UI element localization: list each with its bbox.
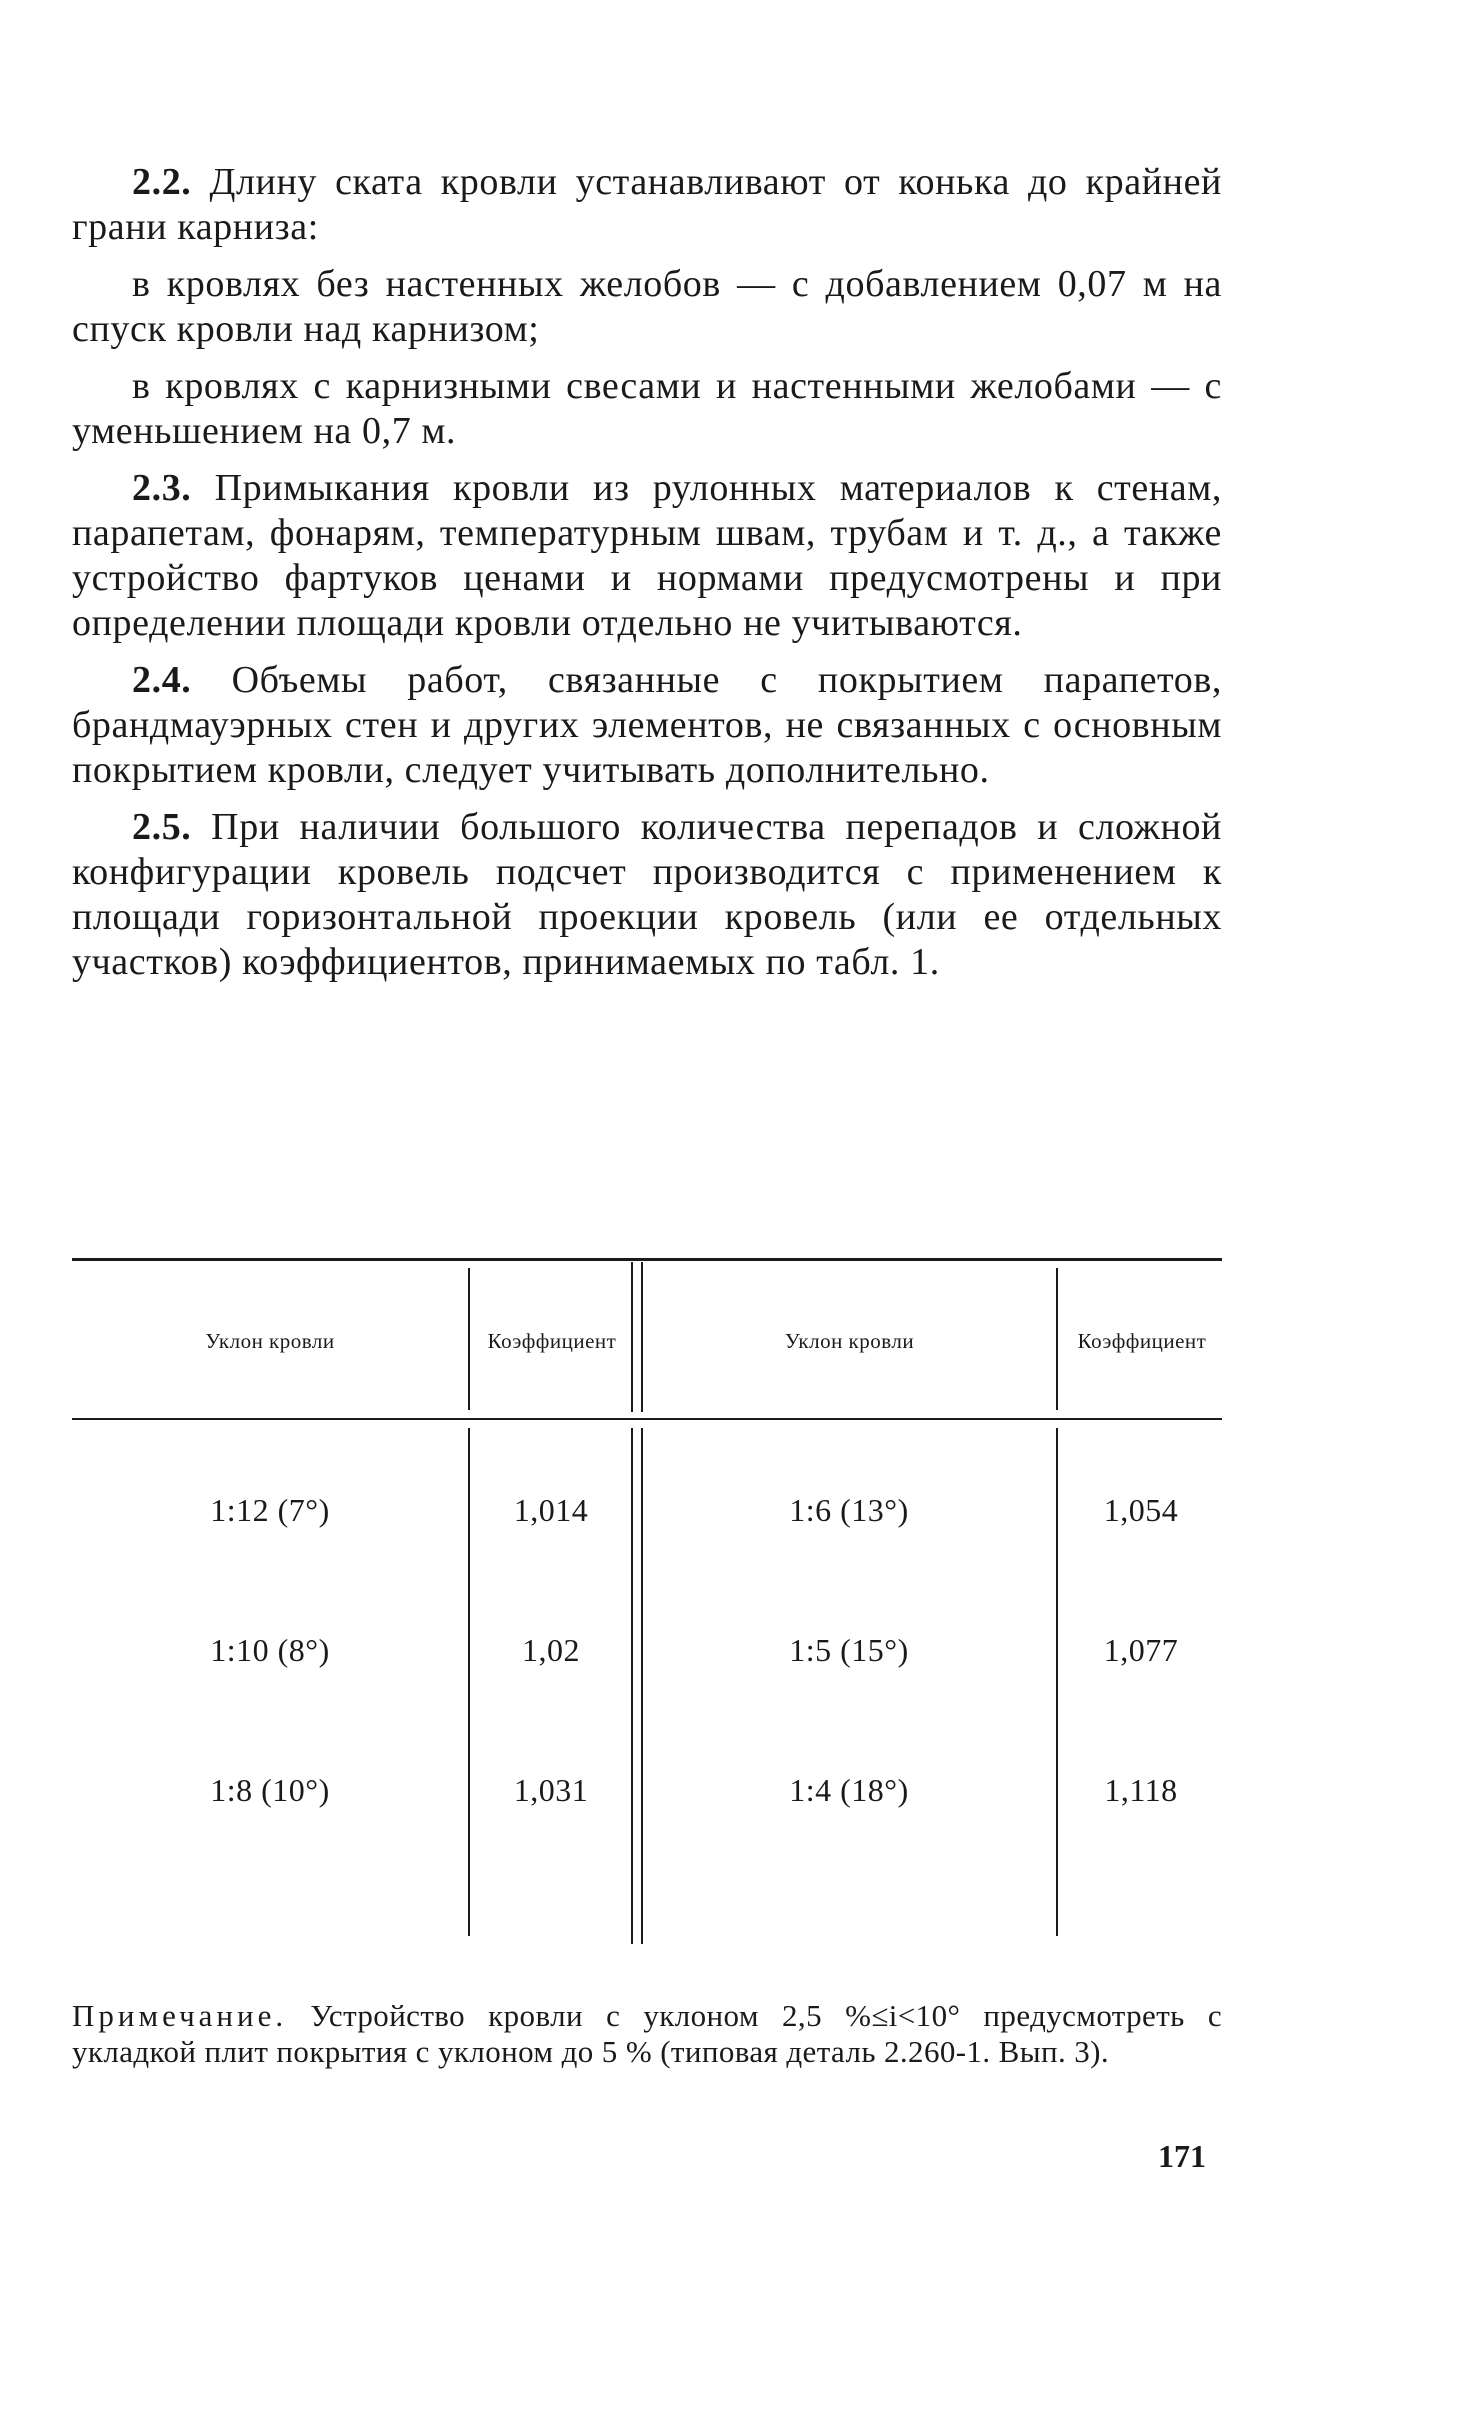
table-cell: 1,077 [1103,1631,1179,1668]
column-double-divider [631,1428,643,1944]
header-slope-1: Уклон кровли [205,1329,335,1353]
header-slope-2: Уклон кровли [784,1329,915,1353]
header-double-divider [631,1262,643,1412]
table-cell: 1:4 (18°) [789,1771,909,1808]
column-divider [1056,1428,1058,1936]
paragraph-text: в кровлях без настенных желобов — с добавлением 0,07 м на спуск кровли над карнизом; [72,263,1222,350]
table-cell: 1,014 [513,1491,589,1528]
paragraph-text: Примыкания кровли из рулонных материалов к стенам, парапетам, фонарям, температурным швам, трубам и т. д., а также устройство фартуков ценами и нормами предусмотрены и при определении площади кровли отдельно не учитываются. [72,467,1222,644]
table-cell: 1,031 [513,1771,589,1808]
table-cell: 1:6 (13°) [789,1491,909,1528]
paragraph-2-5 [72,805,1222,985]
clause-number: 2.5. [132,806,192,848]
paragraph-2-4 [72,658,1222,793]
clause-number: 2.2. [132,161,192,203]
column-divider [468,1428,470,1936]
header-coefficient-2: Коэффициент [1077,1329,1207,1353]
paragraph-no-gutters [72,262,1222,352]
table-header-rule [72,1418,1222,1420]
clause-number: 2.3. [132,467,192,509]
table-cell: 1:12 (7°) [210,1491,330,1528]
paragraph-with-eaves [72,364,1222,454]
note-label: Примечание. [72,1998,288,2033]
header-divider [468,1268,470,1410]
table-cell: 1,054 [1103,1491,1179,1528]
paragraph-text: Длину ската кровли устанавливают от конька до крайней грани карниза: [72,161,1222,248]
paragraph-2-2 [72,160,1222,250]
table-cell: 1:10 (8°) [210,1631,330,1668]
table-cell: 1,02 [522,1631,580,1668]
table-cell: 1:5 (15°) [789,1631,909,1668]
page-number: 171 [1158,2138,1206,2174]
header-coefficient-1: Коэффициент [487,1329,617,1353]
table-cell: 1:8 (10°) [210,1771,330,1808]
paragraph-text: в кровлях с карнизными свесами и настенными желобами — с уменьшением на 0,7 м. [72,365,1222,452]
table-top-rule [72,1258,1222,1261]
paragraph-text: При наличии большого количества перепадов и сложной конфигурации кровель подсчет производится с применением к площади горизонтальной проекции кровель (или ее отдельных участков) коэффициентов, принимаемых по табл. 1. [72,806,1222,983]
clause-number: 2.4. [132,659,192,701]
slope-coefficient-table [72,1258,1222,1958]
paragraph-text: Объемы работ, связанные с покрытием парапетов, брандмауэрных стен и других элементов, не связанных с основным покрытием кровли, следует учитывать дополнительно. [72,659,1222,791]
paragraph-2-3 [72,466,1222,646]
table-cell: 1,118 [1104,1771,1178,1808]
table-note [72,1998,1222,2070]
note-text: Устройство кровли с уклоном 2,5 %≤i<10° предусмотреть с укладкой плит покрытия с уклоном до 5 % (типовая деталь 2.260-1. Вып. 3). [72,1998,1222,2069]
header-divider [1056,1268,1058,1410]
body-text [72,160,1222,997]
